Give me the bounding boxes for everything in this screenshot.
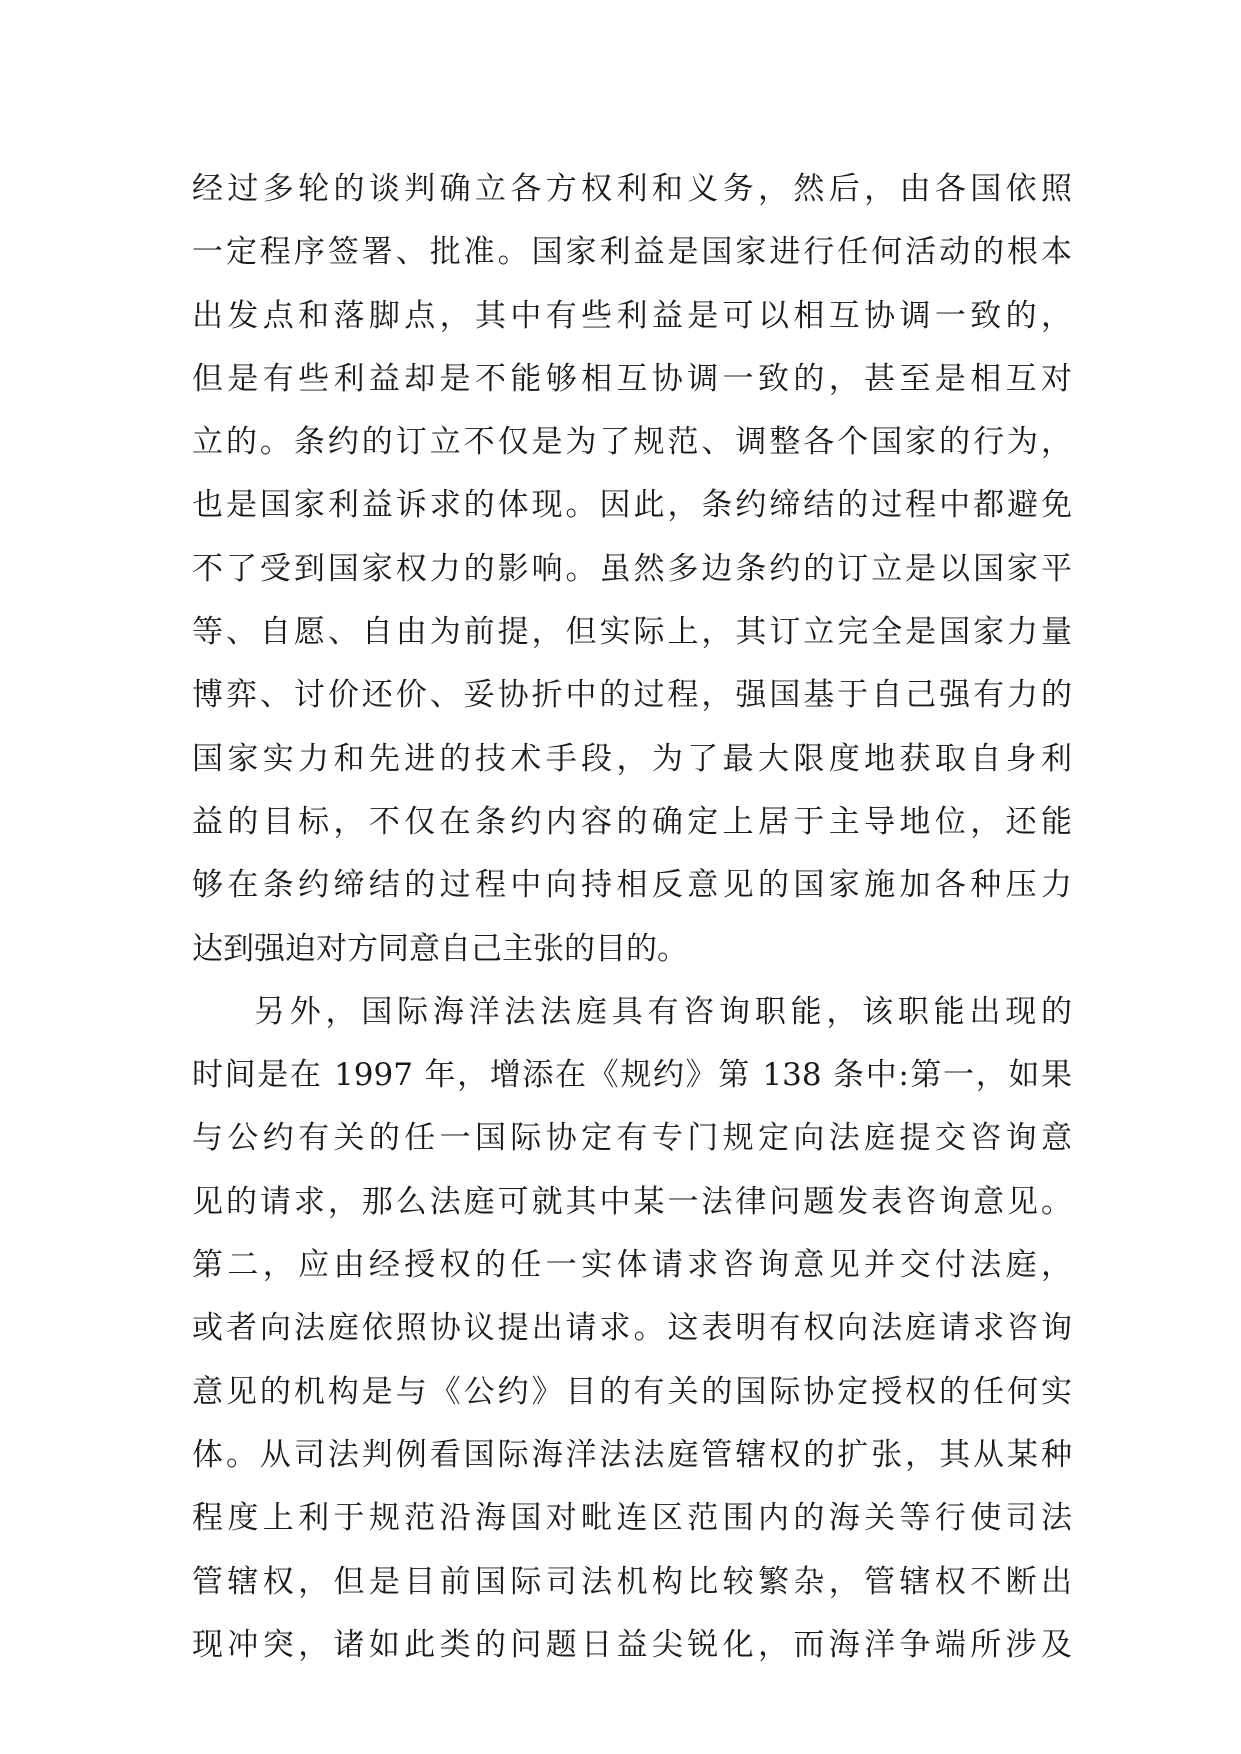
text-line: 不了受到国家权力的影响。虽然多边条约的订立是以国家平 xyxy=(192,550,1072,587)
text-line: 够在条约缔结的过程中向持相反意见的国家施加各种压力 xyxy=(192,867,1072,904)
text-line: 程度上利于规范沿海国对毗连区范围内的海关等行使司法 xyxy=(192,1500,1072,1537)
text-line: 见的请求，那么法庭可就其中某一法律问题发表咨询意见。 xyxy=(192,1183,1072,1220)
text-line: 一定程序签署、批准。国家利益是国家进行任何活动的根本 xyxy=(192,234,1072,271)
text-line: 也是国家利益诉求的体现。因此，条约缔结的过程中都避免 xyxy=(192,487,1072,524)
text-line: 意见的机构是与《公约》目的有关的国际协定授权的任何实 xyxy=(192,1373,1072,1410)
text-line: 体。从司法判例看国际海洋法法庭管辖权的扩张，其从某种 xyxy=(192,1436,1072,1473)
text-line: 时间是在 1997 年，增添在《规约》第 138 条中:第一，如果 xyxy=(192,1057,1072,1094)
text-line: 国家实力和先进的技术手段，为了最大限度地获取自身利 xyxy=(192,740,1072,777)
text-line: 但是有些利益却是不能够相互协调一致的，甚至是相互对 xyxy=(192,360,1072,397)
text-line: 与公约有关的任一国际协定有专门规定向法庭提交咨询意 xyxy=(192,1120,1072,1157)
body-text xyxy=(192,158,1072,1677)
text-line: 管辖权，但是目前国际司法机构比较繁杂，管辖权不断出 xyxy=(192,1563,1072,1600)
paragraph-start-line: 另外，国际海洋法法庭具有咨询职能，该职能出现的 xyxy=(254,993,1072,1030)
text-line: 博弈、讨价还价、妥协折中的过程，强国基于自己强有力的 xyxy=(192,677,1072,714)
text-line: 现冲突，诸如此类的问题日益尖锐化，而海洋争端所涉及 xyxy=(192,1626,1072,1663)
text-line: 第二，应由经授权的任一实体请求咨询意见并交付法庭， xyxy=(192,1247,1072,1284)
paragraph-end-line: 达到强迫对方同意自己主张的目的。 xyxy=(192,930,688,967)
text-line: 或者向法庭依照协议提出请求。这表明有权向法庭请求咨询 xyxy=(192,1310,1072,1347)
text-line: 经过多轮的谈判确立各方权利和义务，然后，由各国依照 xyxy=(192,171,1072,207)
text-line: 出发点和落脚点，其中有些利益是可以相互协调一致的， xyxy=(192,297,1072,334)
text-line: 益的目标，不仅在条约内容的确定上居于主导地位，还能 xyxy=(192,803,1072,840)
text-line: 等、自愿、自由为前提，但实际上，其订立完全是国家力量 xyxy=(192,614,1072,651)
text-line: 立的。条约的订立不仅是为了规范、调整各个国家的行为， xyxy=(192,424,1072,461)
